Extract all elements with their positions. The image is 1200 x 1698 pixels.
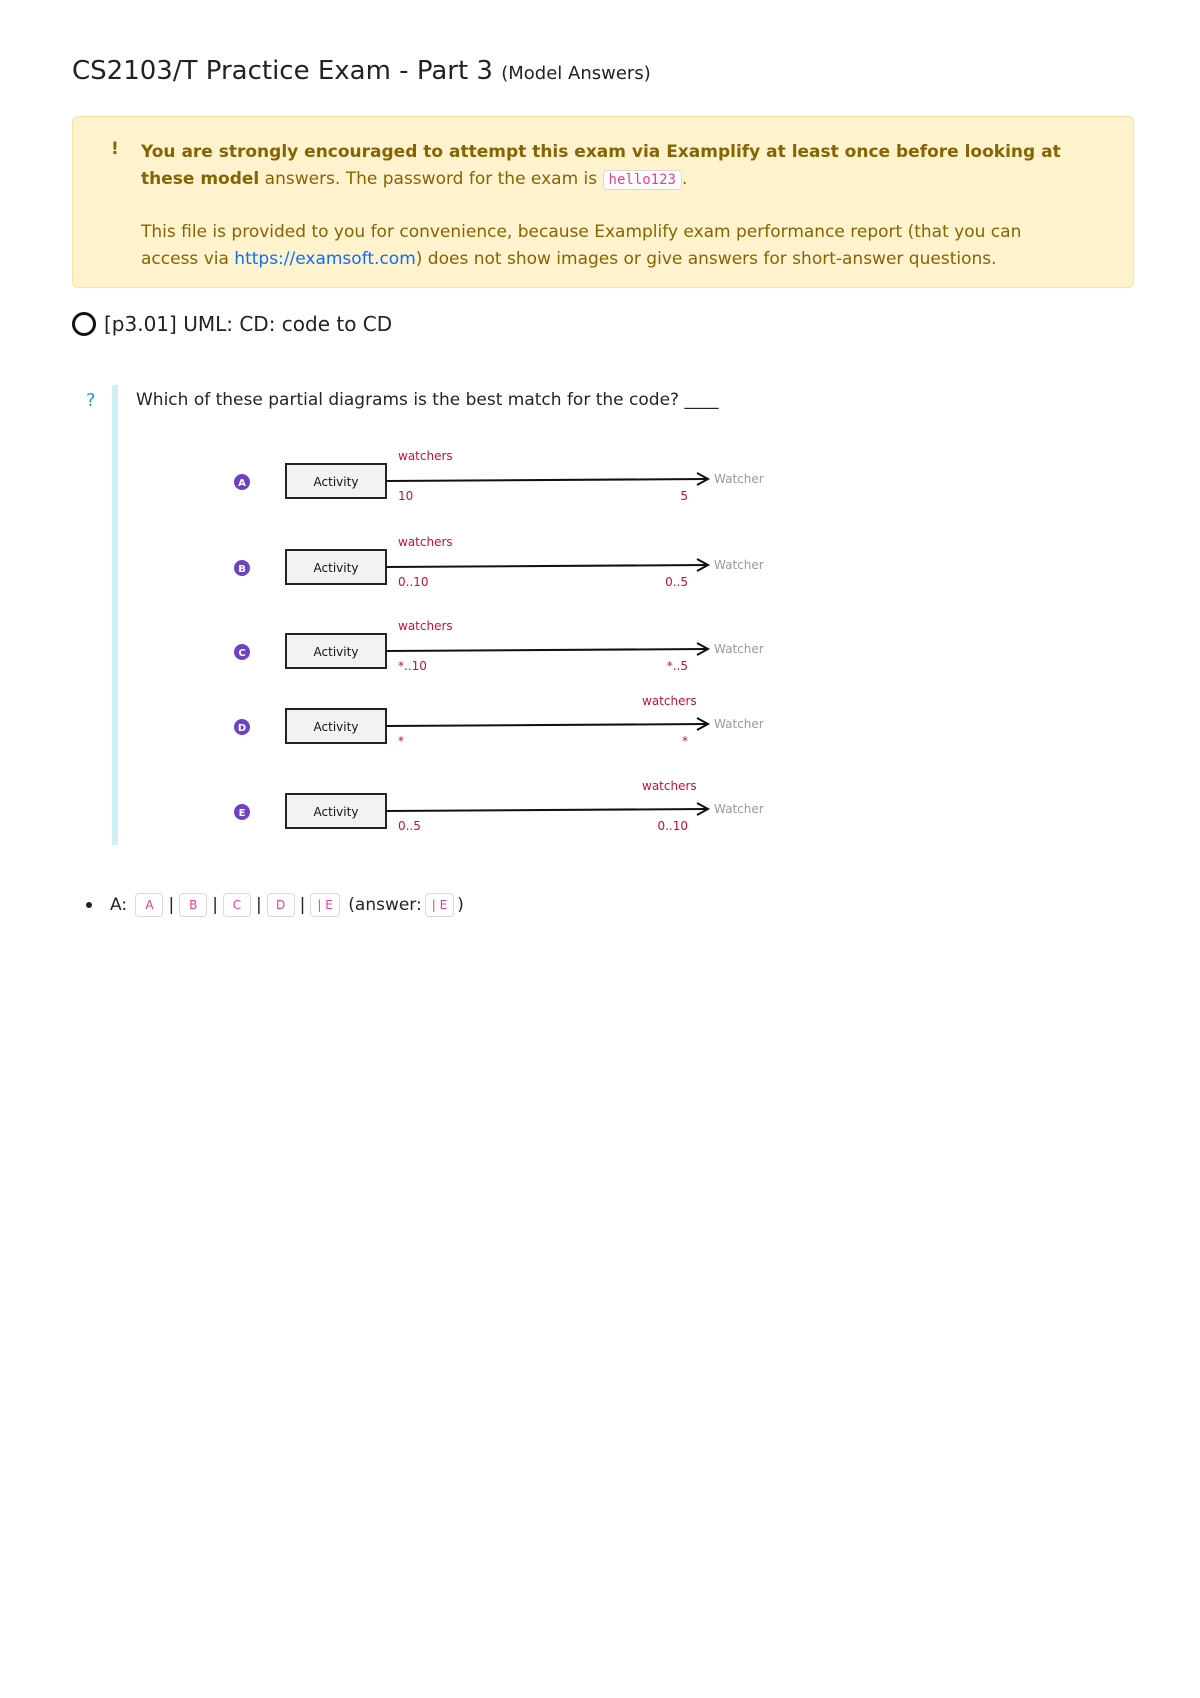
target-class-e: Watcher xyxy=(714,802,764,816)
multiplicity-right-a: 5 xyxy=(680,489,688,503)
answer-end: ) xyxy=(457,895,464,915)
option-letter-d: D xyxy=(237,723,247,734)
separator: | xyxy=(168,895,175,915)
password-code: hello123 xyxy=(603,170,682,190)
multiplicity-left-d: * xyxy=(398,734,404,748)
association-line-c xyxy=(386,649,706,651)
class-name-c: Activity xyxy=(313,645,359,659)
question-heading xyxy=(72,312,392,336)
class-name-d: Activity xyxy=(313,720,359,734)
separator: | xyxy=(255,895,262,915)
multiplicity-right-b: 0..5 xyxy=(665,575,688,589)
page-title-sub: (Model Answers) xyxy=(501,63,651,84)
target-class-a: Watcher xyxy=(714,472,764,486)
multiplicity-right-d: * xyxy=(682,734,688,748)
answer-prefix: A: xyxy=(110,895,128,915)
multiplicity-left-b: 0..10 xyxy=(398,575,429,589)
target-class-d: Watcher xyxy=(714,717,764,731)
role-label-d: watchers xyxy=(642,694,697,708)
option-e: | E xyxy=(310,893,339,917)
role-label-b: watchers xyxy=(398,535,453,549)
target-class-b: Watcher xyxy=(714,558,764,572)
class-name-b: Activity xyxy=(313,561,359,575)
separator: | xyxy=(212,895,218,915)
role-label-a: watchers xyxy=(398,449,453,463)
association-line-a xyxy=(386,479,706,481)
association-line-b xyxy=(386,565,706,567)
option-a: A xyxy=(135,893,163,917)
option-b: B xyxy=(179,893,207,917)
page-title-main: CS2103/T Practice Exam - Part 3 xyxy=(72,56,493,86)
answer-label: (answer: xyxy=(348,895,422,915)
option-c: C xyxy=(223,893,251,917)
multiplicity-right-e: 0..10 xyxy=(657,819,688,833)
alert-text: answers. The password for the exam is xyxy=(264,169,598,189)
option-d: D xyxy=(267,893,295,917)
alert-paragraph-2 xyxy=(141,219,1081,273)
alert-paragraph-1 xyxy=(141,139,1081,194)
role-label-e: watchers xyxy=(642,779,697,793)
answer-line xyxy=(86,893,464,917)
page-title xyxy=(72,56,651,86)
alert-text-3: ) does not show images or give answers for short-answer questions. xyxy=(415,249,997,269)
alert-text-2: This file is provided to you for convenience, because Examplify exam performance report (that you can access via xyxy=(141,222,1022,269)
alert-bold-text: You are strongly encouraged to attempt this exam via Examplify at least once before looking at these model xyxy=(141,142,1061,189)
multiplicity-right-c: *..5 xyxy=(666,659,688,673)
question-border xyxy=(112,385,118,845)
multiplicity-left-c: *..10 xyxy=(398,659,427,673)
option-letter-e: E xyxy=(238,808,246,819)
separator: | xyxy=(299,895,306,915)
examsoft-link[interactable]: https://examsoft.com xyxy=(234,249,416,269)
correct-answer: | E xyxy=(425,893,454,917)
uml-diagrams xyxy=(152,440,792,850)
class-name-e: Activity xyxy=(313,805,359,819)
alert-period: . xyxy=(681,169,688,189)
association-line-e xyxy=(386,809,706,811)
question-title: [p3.01] UML: CD: code to CD xyxy=(104,312,393,336)
target-class-c: Watcher xyxy=(714,642,764,656)
warning-alert xyxy=(72,116,1134,288)
question-mark-icon: ? xyxy=(86,390,96,411)
bullet-icon xyxy=(86,902,92,908)
option-letter-a: A xyxy=(238,478,246,489)
option-letter-c: C xyxy=(238,648,246,659)
class-name-a: Activity xyxy=(313,475,359,489)
question-text: Which of these partial diagrams is the best match for the code? ____ xyxy=(136,390,719,410)
role-label-c: watchers xyxy=(398,619,453,633)
multiplicity-left-a: 10 xyxy=(398,489,414,503)
option-diagrams xyxy=(152,440,792,850)
exclamation-icon: ! xyxy=(111,139,119,159)
circle-icon xyxy=(72,312,96,336)
multiplicity-left-e: 0..5 xyxy=(398,819,421,833)
option-letter-b: B xyxy=(238,564,246,575)
association-line-d xyxy=(386,724,706,726)
